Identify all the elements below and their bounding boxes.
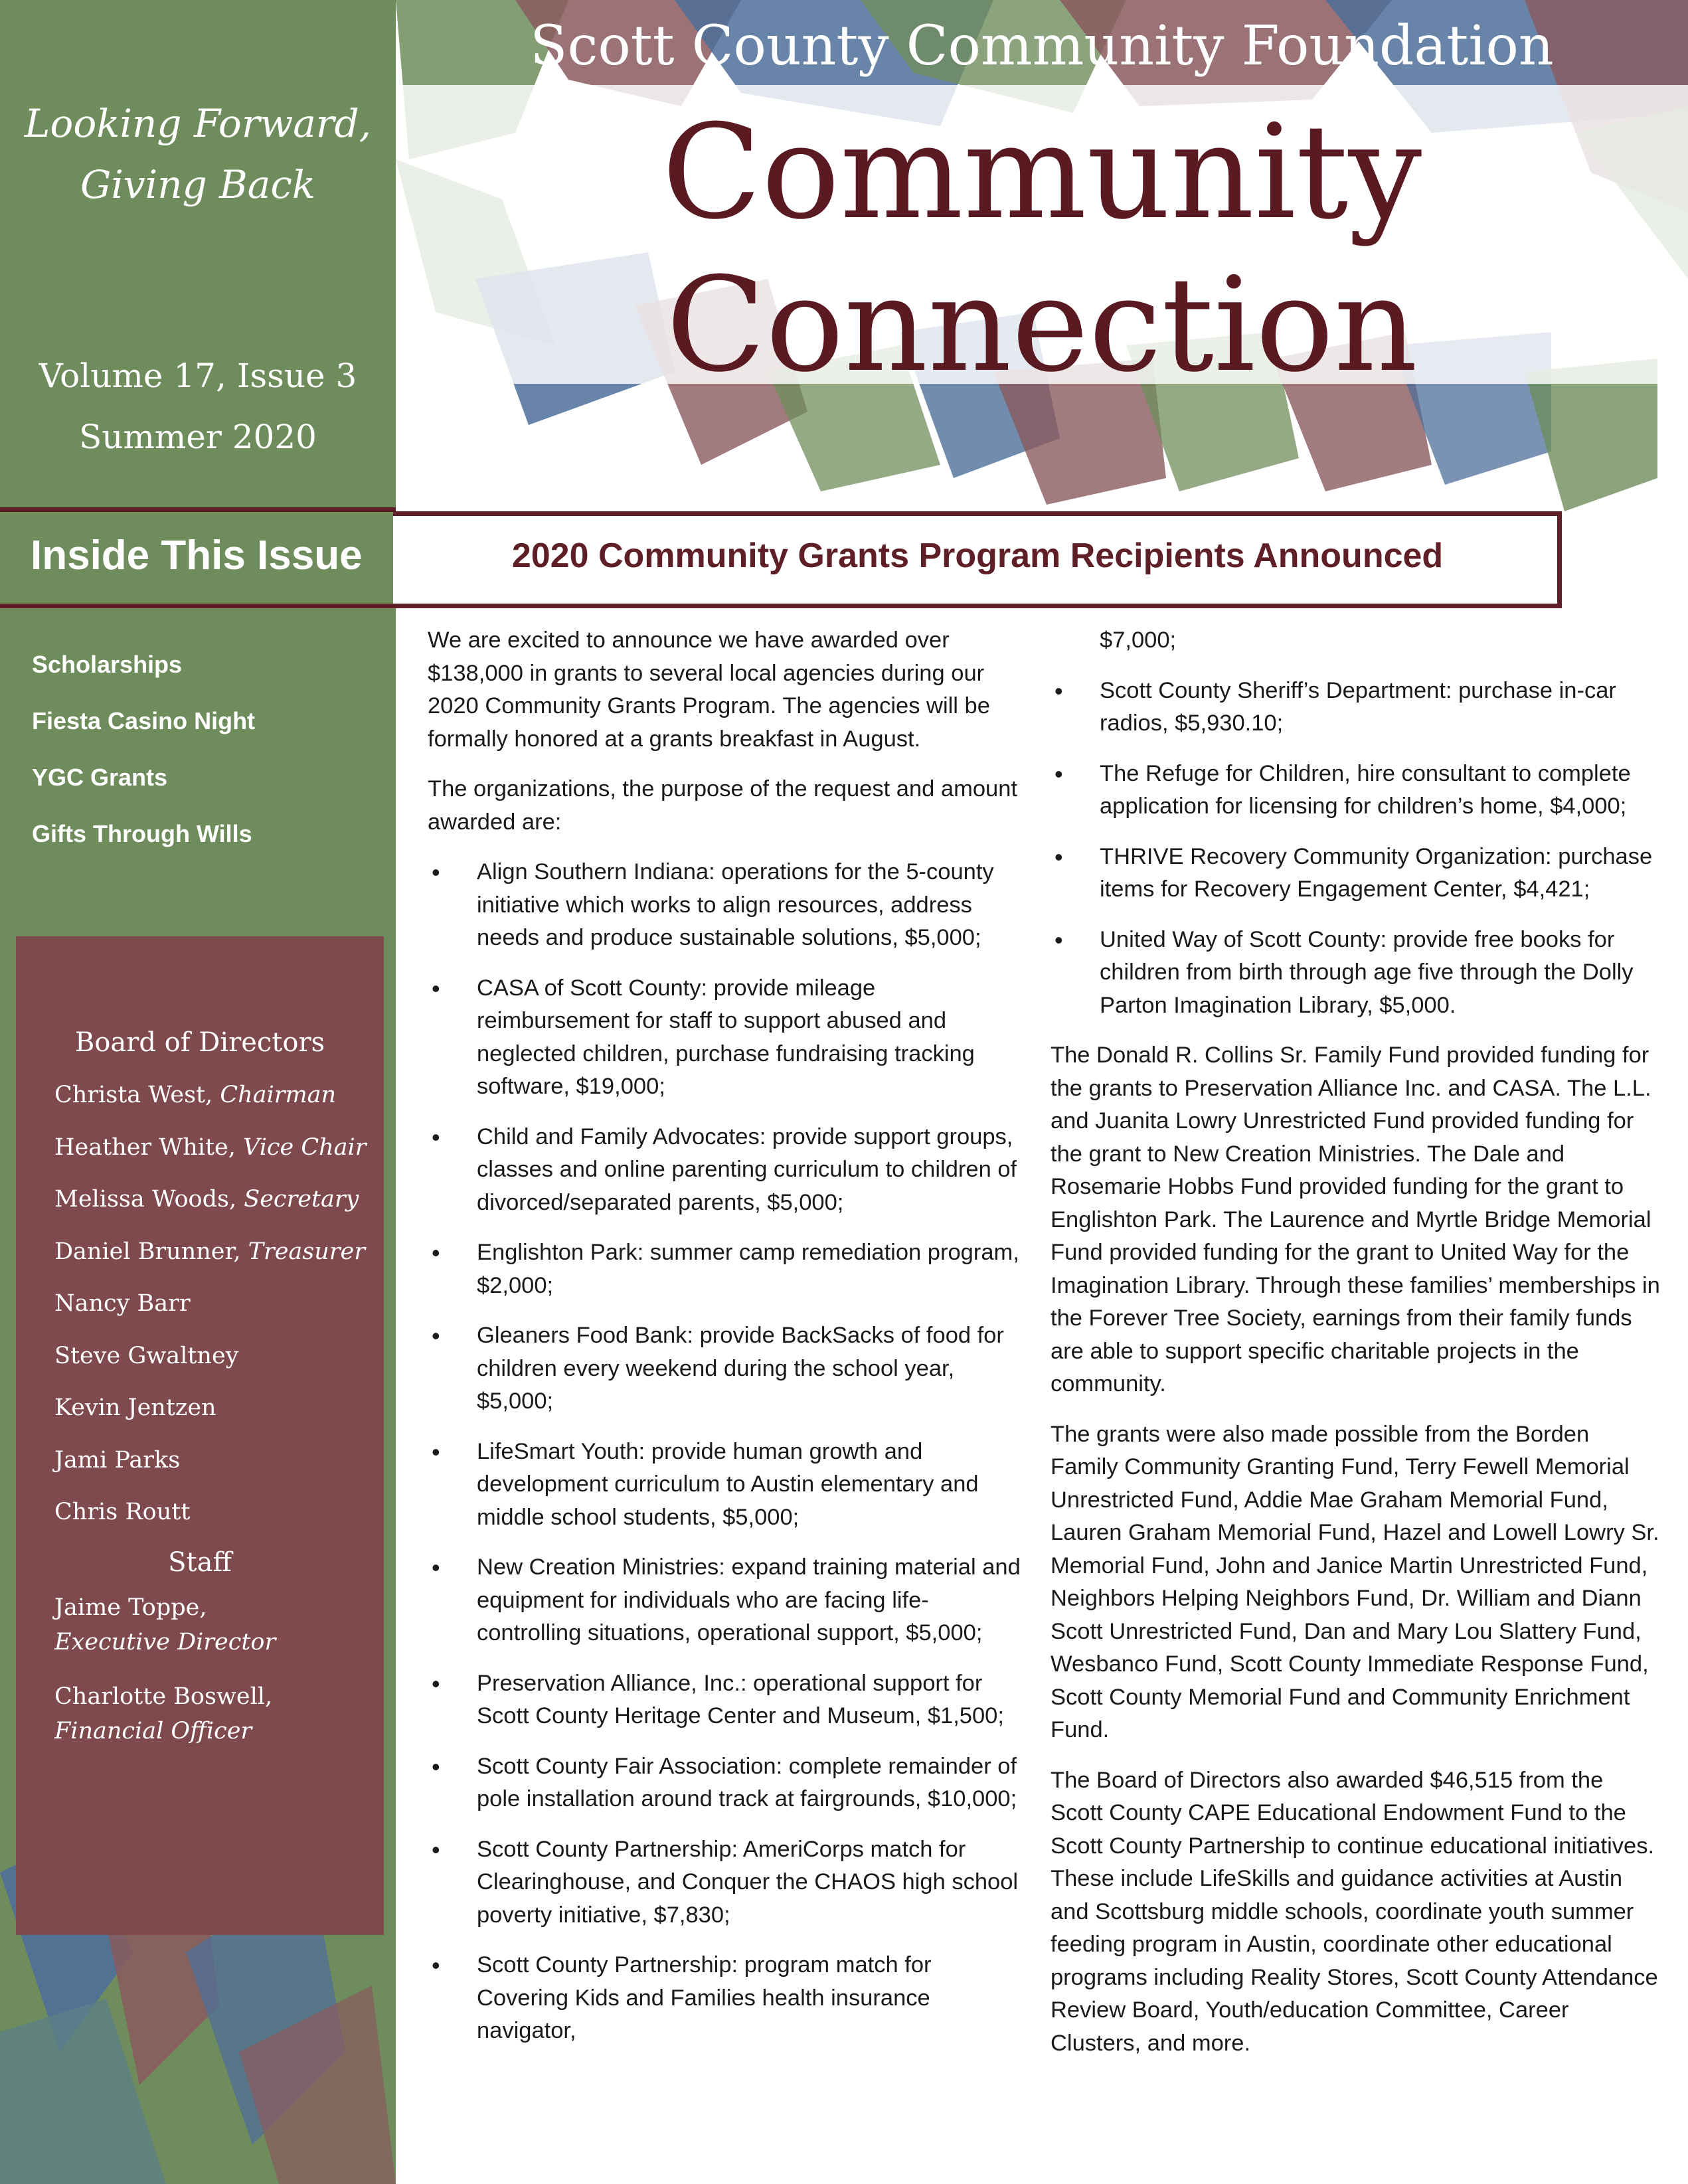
list-item: • Align Southern Indiana: operations for the 5-county initiative which works to align resources, address needs and produce sustainable solutions, $5,000; <box>428 856 1025 955</box>
list-item: • Scott County Partnership: AmeriCorps match for Clearinghouse, and Conquer the CHAOS high school poverty initiative, $7,830; <box>428 1833 1025 1932</box>
board-heading: Board of Directors <box>74 1027 325 1058</box>
staff-member: Charlotte Boswell, Financial Officer <box>54 1683 273 1744</box>
list-item: • LifeSmart Youth: provide human growth and development curriculum to Austin elementary and middle school students, $5,000; <box>428 1436 1025 1535</box>
funds-paragraph: The Donald R. Collins Sr. Family Fund provided funding for the grants to Preservation Alliance Inc. and CASA. The L.L. and Juanita Lowry Unrestricted Fund provided funding for the grant to New Creation Ministries. The Dale and Rosemarie Hobbs Fund provided funding for the grant to Englishton Park. The Laurence and Myrtle Bridge Memorial Fund provided funding for the grant to United Way for the Imagination Library. Through these families’ memberships in the Forever Tree Society, earnings from their family funds are able to support specific charitable projects in the community. <box>1051 1043 1660 1396</box>
masthead-banner <box>396 0 1688 511</box>
board-member: Kevin Jentzen <box>54 1394 216 1421</box>
board-member: Daniel Brunner, Treasurer <box>54 1238 365 1265</box>
sidebar <box>0 0 396 2184</box>
tagline <box>0 93 396 215</box>
list-item: • The Refuge for Children, hire consultant to complete application for licensing for children’s home, $4,000; <box>1051 758 1661 823</box>
board-member: Steve Gwaltney <box>54 1342 239 1369</box>
staff-heading: Staff <box>168 1547 232 1578</box>
toc-item-fiesta-casino-night[interactable]: Fiesta Casino Night <box>32 707 256 734</box>
foundation-name: Scott County Community Foundation <box>530 15 1554 78</box>
table-of-contents <box>32 636 255 862</box>
board-member: Heather White, Vice Chair <box>54 1134 367 1161</box>
list-item: • THRIVE Recovery Community Organization: purchase items for Recovery Engagement Center, $4,421; <box>1051 841 1661 906</box>
issue-info <box>0 345 396 467</box>
list-item: • Englishton Park: summer camp remediation program, $2,000; <box>428 1236 1025 1302</box>
season-label: Summer 2020 <box>79 418 317 456</box>
tagline-line-1: Looking Forward, <box>24 101 372 146</box>
toc-item-ygc-grants[interactable]: YGC Grants <box>32 764 168 791</box>
list-item: • Scott County Sheriff’s Department: purchase in-car radios, $5,930.10; <box>1051 675 1661 740</box>
list-item: • CASA of Scott County: provide mileage reimbursement for staff to support abused and neglected children, purchase fundraising tracking software, $19,000; <box>428 972 1025 1104</box>
list-item: • Gleaners Food Bank: provide BackSacks of food for children every weekend during the school year, $5,000; <box>428 1319 1025 1418</box>
inside-this-issue-band <box>0 507 396 608</box>
board-panel <box>16 936 384 1935</box>
board-member: Jami Parks <box>54 1446 181 1473</box>
list-item: • Preservation Alliance, Inc.: operational support for Scott County Heritage Center and Museum, $1,500; <box>428 1667 1025 1733</box>
article-intro: We are excited to announce we have awarded over $138,000 in grants to several local agencies during our 2020 Community Grants Program. The agencies will be formally honored at a grants breakfast in August. <box>428 628 990 752</box>
toc-item-scholarships[interactable]: Scholarships <box>32 651 183 678</box>
board-member: Melissa Woods, Secretary <box>54 1186 359 1213</box>
board-member: Christa West, Chairman <box>54 1082 337 1108</box>
headline-box <box>393 511 1562 608</box>
list-item: • New Creation Ministries: expand training material and equipment for individuals who are facing life-controlling situations, operational support, $5,000; <box>428 1551 1025 1650</box>
inside-this-issue-title: Inside This Issue <box>31 533 363 578</box>
article-headline: 2020 Community Grants Program Recipients Announced <box>511 537 1444 575</box>
masthead-title-line-2: Connection <box>666 250 1418 401</box>
board-list <box>54 1069 384 1539</box>
article-lead: The organizations, the purpose of the request and amount awarded are: <box>428 776 1018 835</box>
toc-item-gifts-through-wills[interactable]: Gifts Through Wills <box>32 820 252 847</box>
list-item: • United Way of Scott County: provide free books for children from birth through age five through the Dolly Parton Imagination Library, $5,000. <box>1051 924 1661 1023</box>
board-member: Nancy Barr <box>54 1290 191 1317</box>
list-item: • Scott County Fair Association: complete remainder of pole installation around track at fairgrounds, $10,000; <box>428 1750 1025 1816</box>
grant-list <box>1051 675 1661 1023</box>
grant-list <box>428 856 1025 2048</box>
article-column-right <box>1051 624 1661 2077</box>
cape-paragraph: The Board of Directors also awarded $46,515 from the Scott County CAPE Educational Endowment Fund to the Scott County Partnership to continue educational initiatives. These include LifeSkills and guidance activities at Austin and Scottsburg middle schools, coordinate youth summer feeding program in Austin, coordinate other educational programs including Reality Stores, Scott County Attendance Review Board, Youth/education Committee, Career Clusters, and more. <box>1051 1767 1658 2056</box>
tagline-line-2: Giving Back <box>80 162 315 207</box>
article-column-left <box>428 624 1025 2065</box>
board-member: Chris Routt <box>54 1499 191 1525</box>
possible-paragraph: The grants were also made possible from the Borden Family Community Granting Fund, Terry Fewell Memorial Unrestricted Fund, Addie Mae Graham Memorial Fund, Lauren Graham Memorial Fund, Hazel and Lowell Lowry Sr. Memorial Fund, John and Janice Martin Unrestricted Fund, Neighbors Helping Neighbors Fund, Dr. William and Diann Scott Unrestricted Fund, Dan and Mary Lou Slattery Fund, Wesbanco Fund, Scott County Immediate Response Fund, Scott County Memorial Fund and Community Enrichment Fund. <box>1051 1421 1659 1742</box>
list-item: • Scott County Partnership: program match for Covering Kids and Families health insurance navigator, <box>428 1949 1025 2048</box>
staff-member: Jaime Toppe, Executive Director <box>54 1594 276 1655</box>
volume-label: Volume 17, Issue 3 <box>39 357 357 395</box>
staff-list <box>54 1590 384 1748</box>
list-item: • Child and Family Advocates: provide support groups, classes and online parenting curriculum to children of divorced/separated parents, $5,000; <box>428 1121 1025 1220</box>
list-item-continued: $7,000; <box>1100 628 1177 653</box>
masthead-title-line-1: Community <box>661 97 1422 248</box>
